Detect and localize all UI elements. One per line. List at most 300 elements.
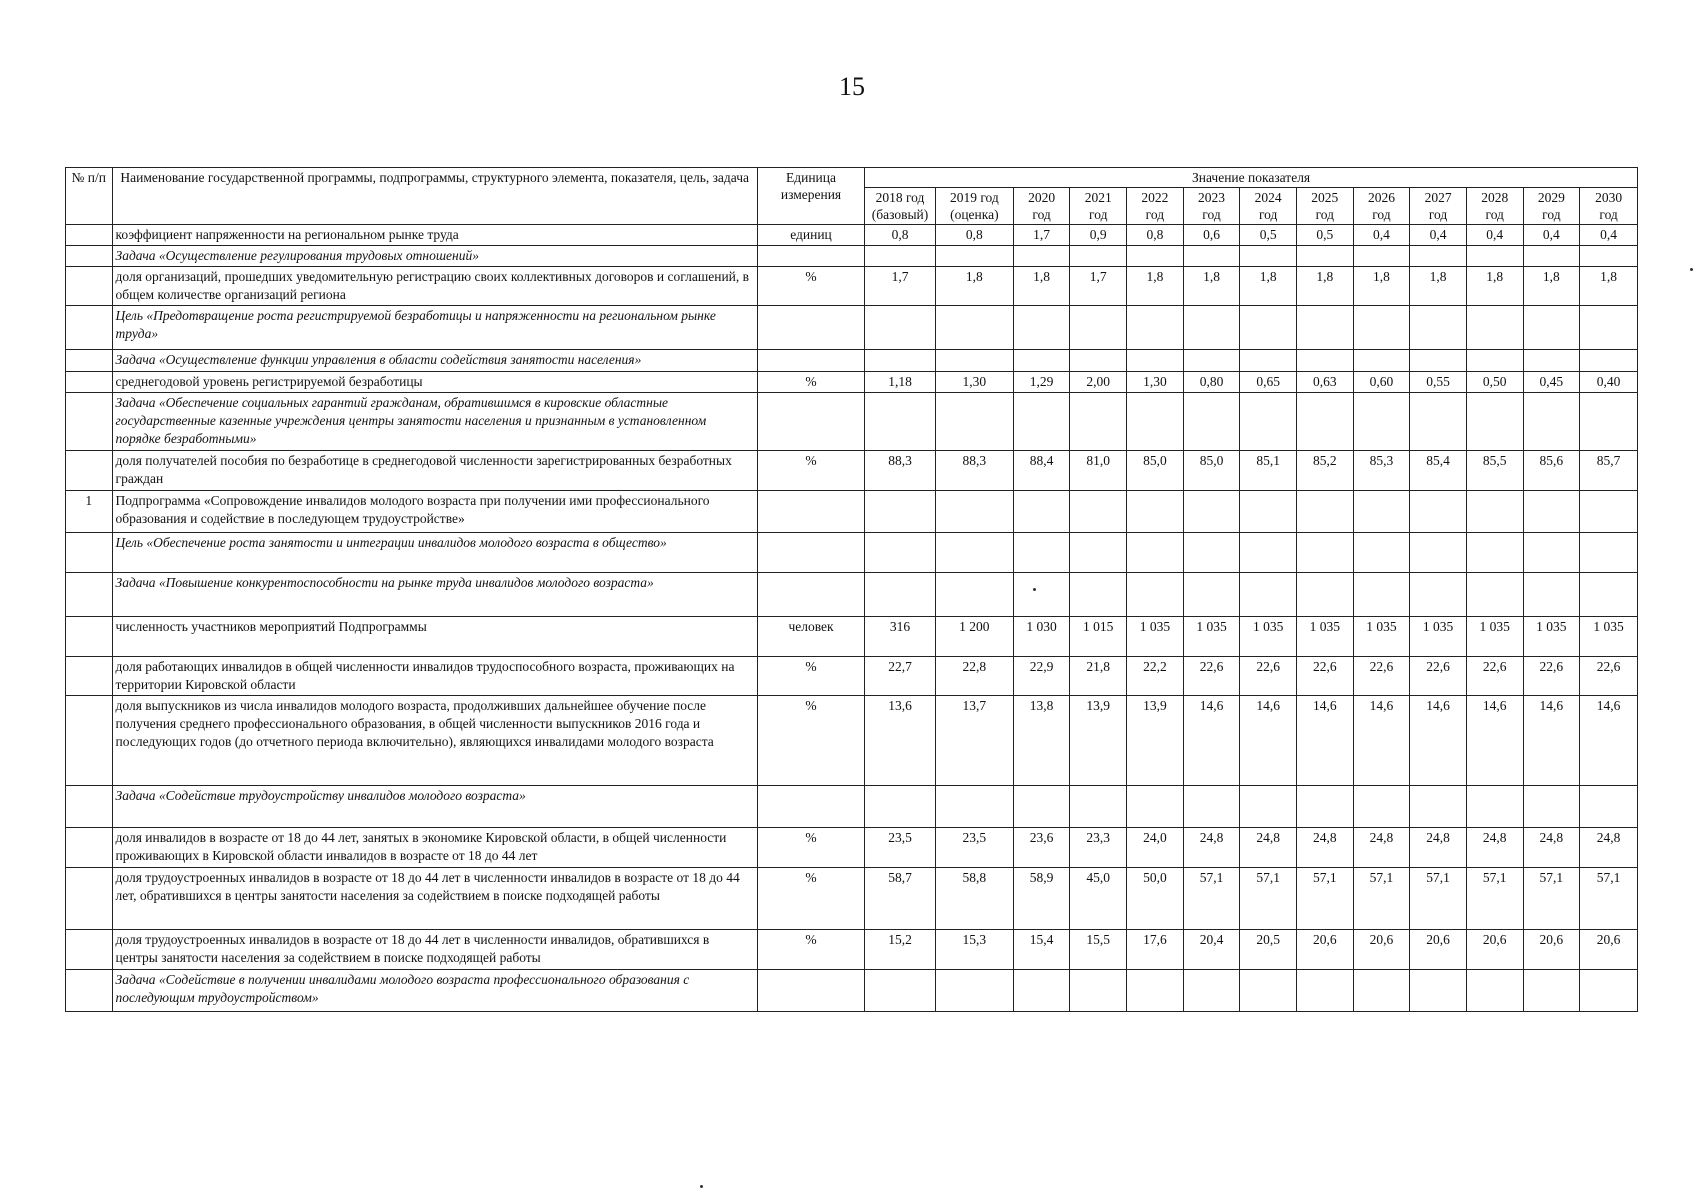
header-year [1013,188,1070,225]
row-name: численность участников мероприятий Подпрограммы [112,617,757,657]
table-row [66,225,1638,246]
value-cell: 24,8 [1240,828,1297,868]
table-row [66,267,1638,306]
value-cell: 81,0 [1070,451,1127,491]
value-cell: 85,5 [1466,451,1523,491]
header-value-group: Значение показателя [865,168,1638,188]
value-cell [1013,350,1070,372]
header-year-sub: (оценка) [950,207,999,222]
value-cell: 22,6 [1523,657,1580,696]
row-index [66,573,113,617]
header-year [1353,188,1410,225]
value-cell: 1,8 [1410,267,1467,306]
value-cell: 1 035 [1523,617,1580,657]
value-cell: 0,80 [1183,372,1240,393]
value-cell [1070,306,1127,350]
row-name: Цель «Обеспечение роста занятости и интеграции инвалидов молодого возраста в общество» [112,533,757,573]
value-cell: 1,8 [1013,267,1070,306]
row-name: Задача «Содействие трудоустройству инвалидов молодого возраста» [112,786,757,828]
value-cell: 24,8 [1466,828,1523,868]
table-row [66,657,1638,696]
value-cell: 0,4 [1523,225,1580,246]
table-row [66,930,1638,970]
header-year-label: 2023 [1198,190,1226,205]
value-cell: 0,4 [1466,225,1523,246]
value-cell: 316 [865,617,936,657]
row-unit: % [757,267,864,306]
value-cell: 1,7 [1013,225,1070,246]
value-cell [1070,350,1127,372]
value-cell [1410,970,1467,1012]
row-name: коэффициент напряженности на региональном рынке труда [112,225,757,246]
value-cell [1353,573,1410,617]
value-cell [1580,573,1638,617]
row-name: доля инвалидов в возрасте от 18 до 44 лет, занятых в экономике Кировской области, в общей численности проживающих в Кировской области инвалидов в возрасте от 18 до 44 лет [112,828,757,868]
row-unit [757,573,864,617]
value-cell [1127,786,1184,828]
value-cell [1523,533,1580,573]
value-cell: 0,65 [1240,372,1297,393]
row-name: Задача «Осуществление функции управления в области содействия занятости населения» [112,350,757,372]
value-cell: 22,7 [865,657,936,696]
value-cell: 1 035 [1240,617,1297,657]
value-cell [1353,246,1410,267]
value-cell [1127,350,1184,372]
row-name: доля получателей пособия по безработице в среднегодовой численности зарегистрированных безработных граждан [112,451,757,491]
row-unit: % [757,828,864,868]
value-cell [1410,491,1467,533]
value-cell: 88,3 [935,451,1013,491]
value-cell: 14,6 [1466,696,1523,786]
header-year-sub: год [1428,207,1448,222]
value-cell: 1,7 [865,267,936,306]
value-cell [1296,246,1353,267]
value-cell [1410,246,1467,267]
row-index [66,306,113,350]
header-year-sub: год [1145,207,1165,222]
row-index [66,372,113,393]
value-cell [1127,246,1184,267]
row-name: среднегодовой уровень регистрируемой безработицы [112,372,757,393]
value-cell: 85,6 [1523,451,1580,491]
value-cell: 88,4 [1013,451,1070,491]
value-cell: 24,0 [1127,828,1184,868]
row-name: доля трудоустроенных инвалидов в возрасте от 18 до 44 лет в численности инвалидов в возрасте от 18 до 44 лет, обратившихся в центры занятости населения за содействием в поиске подходящей работы [112,868,757,930]
value-cell [1127,393,1184,451]
value-cell [1240,350,1297,372]
table-row [66,350,1638,372]
value-cell: 0,5 [1296,225,1353,246]
header-year-label: 2019 год [949,190,999,205]
value-cell: 13,9 [1070,696,1127,786]
header-year [1466,188,1523,225]
row-unit: % [757,657,864,696]
header-year-sub: (базовый) [871,207,929,222]
value-cell: 0,4 [1410,225,1467,246]
value-cell [1353,393,1410,451]
value-cell [1523,573,1580,617]
value-cell: 22,2 [1127,657,1184,696]
value-cell: 0,55 [1410,372,1467,393]
row-unit [757,491,864,533]
value-cell [1466,306,1523,350]
value-cell [1523,393,1580,451]
value-cell: 24,8 [1523,828,1580,868]
value-cell: 13,8 [1013,696,1070,786]
row-name: Задача «Обеспечение социальных гарантий гражданам, обратившимся в кировские областные государственные казенные учреждения центры занятости населения и признанным в установленном порядке безработными» [112,393,757,451]
value-cell: 20,6 [1296,930,1353,970]
table-row [66,786,1638,828]
value-cell [1013,786,1070,828]
value-cell: 1,8 [1183,267,1240,306]
value-cell [1070,491,1127,533]
value-cell [1353,350,1410,372]
header-year-sub: год [1202,207,1221,222]
header-year-label: 2020 [1028,190,1056,205]
value-cell: 1,8 [1466,267,1523,306]
value-cell: 0,60 [1353,372,1410,393]
value-cell [1523,306,1580,350]
value-cell: 13,6 [865,696,936,786]
value-cell [1070,246,1127,267]
value-cell: 13,7 [935,696,1013,786]
header-year-label: 2027 [1424,190,1452,205]
value-cell: 22,6 [1580,657,1638,696]
row-unit: человек [757,617,864,657]
value-cell: 1 035 [1410,617,1467,657]
row-unit [757,970,864,1012]
value-cell: 85,0 [1183,451,1240,491]
value-cell [865,573,936,617]
value-cell: 1,8 [1240,267,1297,306]
value-cell: 1 035 [1296,617,1353,657]
value-cell [865,350,936,372]
indicator-table-wrapper [65,167,1638,1012]
table-row [66,573,1638,617]
value-cell: 22,6 [1466,657,1523,696]
value-cell: 85,3 [1353,451,1410,491]
value-cell [1466,350,1523,372]
table-row [66,868,1638,930]
value-cell: 22,9 [1013,657,1070,696]
value-cell: 1,8 [935,267,1013,306]
value-cell: 1,8 [1127,267,1184,306]
row-unit: % [757,451,864,491]
header-year-sub: год [1032,207,1051,222]
table-row [66,246,1638,267]
row-index: 1 [66,491,113,533]
row-unit: % [757,372,864,393]
value-cell: 50,0 [1127,868,1184,930]
value-cell [1580,786,1638,828]
row-name: Задача «Содействие в получении инвалидами молодого возраста профессионального образования с последующим трудоустройством» [112,970,757,1012]
scan-speck [1690,268,1693,271]
value-cell [1127,573,1184,617]
value-cell: 1,8 [1580,267,1638,306]
value-cell [1070,573,1127,617]
value-cell [1070,393,1127,451]
value-cell [1070,970,1127,1012]
value-cell: 22,6 [1296,657,1353,696]
header-year [1070,188,1127,225]
value-cell: 1,30 [1127,372,1184,393]
row-index [66,786,113,828]
row-unit [757,350,864,372]
value-cell [1523,350,1580,372]
value-cell: 24,8 [1353,828,1410,868]
value-cell [1410,350,1467,372]
value-cell: 57,1 [1183,868,1240,930]
value-cell [1296,786,1353,828]
value-cell: 15,5 [1070,930,1127,970]
value-cell: 0,4 [1580,225,1638,246]
scan-speck [700,1185,703,1188]
table-row [66,828,1638,868]
value-cell: 23,5 [865,828,936,868]
value-cell [1353,533,1410,573]
value-cell [1410,393,1467,451]
value-cell: 1,8 [1353,267,1410,306]
value-cell: 0,8 [935,225,1013,246]
row-name: Подпрограмма «Сопровождение инвалидов молодого возраста при получении ими профессионального образования и содействие в последующем трудоустройстве» [112,491,757,533]
indicator-table-body [66,225,1638,1012]
value-cell [1466,573,1523,617]
value-cell: 13,9 [1127,696,1184,786]
value-cell [935,573,1013,617]
value-cell [1296,393,1353,451]
row-unit [757,306,864,350]
value-cell [935,393,1013,451]
value-cell [1127,533,1184,573]
row-index [66,246,113,267]
value-cell: 1,7 [1070,267,1127,306]
row-name: доля выпускников из числа инвалидов молодого возраста, продолживших дальнейшее обучение после получения среднего профессионального образования, в общей численности выпускников 2016 года и последующих годов (до отчетного периода включительно), являющихся инвалидами молодого возраста [112,696,757,786]
value-cell: 0,63 [1296,372,1353,393]
value-cell [1466,393,1523,451]
table-row [66,306,1638,350]
header-year-label: 2022 [1141,190,1169,205]
value-cell [1127,306,1184,350]
header-year [1296,188,1353,225]
value-cell [1183,491,1240,533]
value-cell: 14,6 [1183,696,1240,786]
value-cell [1183,786,1240,828]
value-cell: 0,8 [865,225,936,246]
table-row [66,372,1638,393]
header-year [1240,188,1297,225]
value-cell [1183,393,1240,451]
value-cell: 0,8 [1127,225,1184,246]
value-cell [1580,970,1638,1012]
value-cell [1580,533,1638,573]
header-year [1183,188,1240,225]
table-row [66,617,1638,657]
value-cell [1410,786,1467,828]
value-cell [1240,306,1297,350]
row-name: Задача «Осуществление регулирования трудовых отношений» [112,246,757,267]
value-cell [935,786,1013,828]
value-cell [1580,393,1638,451]
value-cell: 0,45 [1523,372,1580,393]
value-cell [865,393,936,451]
table-row [66,491,1638,533]
header-year [1580,188,1638,225]
value-cell: 88,3 [865,451,936,491]
value-cell: 14,6 [1296,696,1353,786]
header-year-label: 2021 [1084,190,1112,205]
value-cell: 17,6 [1127,930,1184,970]
value-cell [1353,970,1410,1012]
value-cell [1410,306,1467,350]
value-cell [935,491,1013,533]
header-year-sub: год [1599,207,1618,222]
value-cell [1240,491,1297,533]
value-cell: 1 015 [1070,617,1127,657]
row-name: доля работающих инвалидов в общей численности инвалидов трудоспособного возраста, проживающих на территории Кировской области [112,657,757,696]
row-unit [757,533,864,573]
page-number: 15 [839,72,865,101]
value-cell [1466,246,1523,267]
value-cell: 23,3 [1070,828,1127,868]
header-year [1523,188,1580,225]
value-cell [935,306,1013,350]
value-cell [865,306,936,350]
value-cell [1240,246,1297,267]
value-cell [1183,246,1240,267]
value-cell: 57,1 [1523,868,1580,930]
row-name: Цель «Предотвращение роста регистрируемой безработицы и напряженности на региональном рынке труда» [112,306,757,350]
value-cell [865,970,936,1012]
row-index [66,393,113,451]
value-cell: 15,4 [1013,930,1070,970]
row-index [66,930,113,970]
value-cell [1523,491,1580,533]
value-cell: 22,6 [1410,657,1467,696]
value-cell: 1,18 [865,372,936,393]
value-cell [1183,970,1240,1012]
value-cell [1296,306,1353,350]
row-index [66,267,113,306]
value-cell [1127,491,1184,533]
value-cell: 2,00 [1070,372,1127,393]
value-cell [1580,306,1638,350]
value-cell [1353,786,1410,828]
value-cell [935,533,1013,573]
header-year-label: 2025 [1311,190,1339,205]
value-cell [1240,393,1297,451]
value-cell [1296,573,1353,617]
row-index [66,696,113,786]
value-cell: 85,4 [1410,451,1467,491]
value-cell: 22,6 [1353,657,1410,696]
value-cell [1466,533,1523,573]
value-cell [865,533,936,573]
header-name: Наименование государственной программы, подпрограммы, структурного элемента, показателя, цель, задача [112,168,757,225]
header-year-sub: год [1258,207,1278,222]
value-cell [1013,306,1070,350]
table-row [66,393,1638,451]
header-year [865,188,936,225]
value-cell [1183,350,1240,372]
value-cell [1410,573,1467,617]
value-cell [1013,491,1070,533]
table-row [66,970,1638,1012]
header-year-label: 2028 [1481,190,1509,205]
header-year-sub: год [1372,207,1391,222]
row-unit [757,246,864,267]
value-cell: 22,8 [935,657,1013,696]
value-cell [1183,533,1240,573]
row-unit: % [757,696,864,786]
value-cell: 22,6 [1240,657,1297,696]
value-cell: 15,3 [935,930,1013,970]
value-cell [1013,533,1070,573]
header-row-1 [66,168,1638,188]
row-unit: единиц [757,225,864,246]
value-cell [1580,491,1638,533]
row-name: доля организаций, прошедших уведомительную регистрацию своих коллективных договоров и соглашений, в общем количестве организаций региона [112,267,757,306]
value-cell [1240,786,1297,828]
row-unit: % [757,930,864,970]
row-index [66,828,113,868]
value-cell [1466,970,1523,1012]
header-year [1127,188,1184,225]
value-cell: 85,2 [1296,451,1353,491]
row-index [66,657,113,696]
value-cell: 0,50 [1466,372,1523,393]
row-name: доля трудоустроенных инвалидов в возрасте от 18 до 44 лет в численности инвалидов, обратившихся в центры занятости населения за содействием в поиске подходящей работы [112,930,757,970]
value-cell: 1 035 [1353,617,1410,657]
value-cell [1296,970,1353,1012]
value-cell: 58,7 [865,868,936,930]
value-cell: 14,6 [1523,696,1580,786]
value-cell [1580,246,1638,267]
header-year [1410,188,1467,225]
value-cell: 1 035 [1183,617,1240,657]
row-index [66,225,113,246]
value-cell [1127,970,1184,1012]
value-cell: 1 035 [1466,617,1523,657]
indicator-table [65,167,1638,1012]
value-cell [1240,573,1297,617]
value-cell: 0,4 [1353,225,1410,246]
header-year-label: 2030 [1595,190,1623,205]
value-cell: 14,6 [1240,696,1297,786]
value-cell [935,246,1013,267]
row-index [66,868,113,930]
value-cell [1296,491,1353,533]
value-cell [1353,306,1410,350]
row-index [66,617,113,657]
header-year-sub: год [1315,207,1335,222]
value-cell: 20,5 [1240,930,1297,970]
value-cell [1013,573,1070,617]
value-cell: 14,6 [1353,696,1410,786]
value-cell [935,350,1013,372]
value-cell [1523,786,1580,828]
value-cell [1580,350,1638,372]
value-cell: 0,40 [1580,372,1638,393]
header-num: № п/п [66,168,113,225]
value-cell: 57,1 [1296,868,1353,930]
value-cell: 14,6 [1580,696,1638,786]
table-row [66,533,1638,573]
value-cell: 57,1 [1410,868,1467,930]
value-cell [1410,533,1467,573]
row-index [66,350,113,372]
value-cell: 1 035 [1127,617,1184,657]
value-cell: 45,0 [1070,868,1127,930]
